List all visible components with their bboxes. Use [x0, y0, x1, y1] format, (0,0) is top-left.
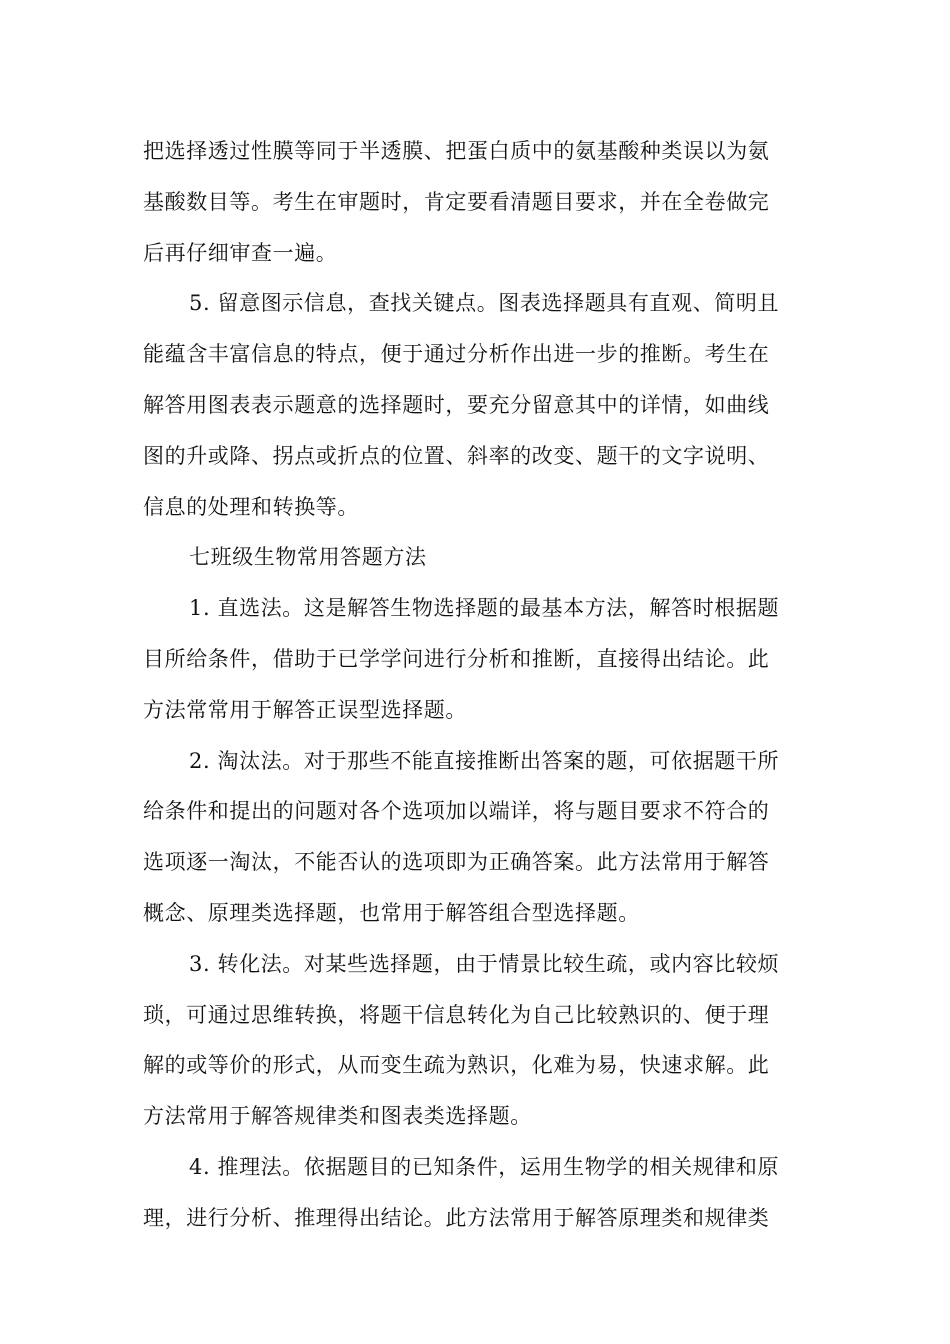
paragraph-first-line: 3. 转化法。对某些选择题，由于情景比较生疏，或内容比较烦	[189, 951, 780, 976]
paragraph-line: 方法常常用于解答正误型选择题。	[143, 697, 467, 722]
paragraph-line: 能蕴含丰富信息的特点，便于通过分析作出进一步的推断。考生在	[143, 342, 770, 367]
paragraph-line: 信息的处理和转换等。	[143, 494, 359, 519]
paragraph-line: 给条件和提出的问题对各个选项加以端详，将与题目要求不符合的	[143, 799, 770, 824]
paragraph-first-line: 5. 留意图示信息，查找关键点。图表选择题具有直观、简明且	[189, 291, 780, 316]
paragraph-line: 图的升或降、拐点或折点的位置、斜率的改变、题干的文字说明、	[143, 443, 770, 468]
paragraph-line: 选项逐一淘汰，不能否认的选项即为正确答案。此方法常用于解答	[143, 850, 770, 875]
paragraph-first-line: 4. 推理法。依据题目的已知条件，运用生物学的相关规律和原	[189, 1154, 780, 1179]
paragraph-line: 把选择透过性膜等同于半透膜、把蛋白质中的氨基酸种类误以为氨	[143, 139, 770, 163]
document-body	[143, 126, 808, 1244]
paragraph-line: 理，进行分析、推理得出结论。此方法常用于解答原理类和规律类	[143, 1205, 770, 1230]
paragraph-first-line: 七班级生物常用答题方法	[189, 545, 427, 570]
paragraph-line: 目所给条件，借助于已学学问进行分析和推断，直接得出结论。此	[143, 646, 770, 671]
paragraph-line: 琐，可通过思维转换，将题干信息转化为自己比较熟识的、便于理	[143, 1002, 770, 1027]
paragraph-first-line: 1. 直选法。这是解答生物选择题的最基本方法，解答时根据题	[189, 596, 780, 621]
paragraph-line: 概念、原理类选择题，也常用于解答组合型选择题。	[143, 900, 640, 925]
paragraph-line: 基酸数目等。考生在审题时，肯定要看清题目要求，并在全卷做完	[143, 189, 770, 214]
paragraph-line: 解的或等价的形式，从而变生疏为熟识，化难为易，快速求解。此	[143, 1053, 770, 1078]
paragraph-first-line: 2. 淘汰法。对于那些不能直接推断出答案的题，可依据题干所	[189, 748, 780, 773]
paragraph-line: 方法常用于解答规律类和图表类选择题。	[143, 1104, 532, 1129]
paragraph-line: 后再仔细审查一遍。	[143, 240, 338, 265]
paragraph-line: 解答用图表表示题意的选择题时，要充分留意其中的详情，如曲线	[143, 392, 770, 417]
